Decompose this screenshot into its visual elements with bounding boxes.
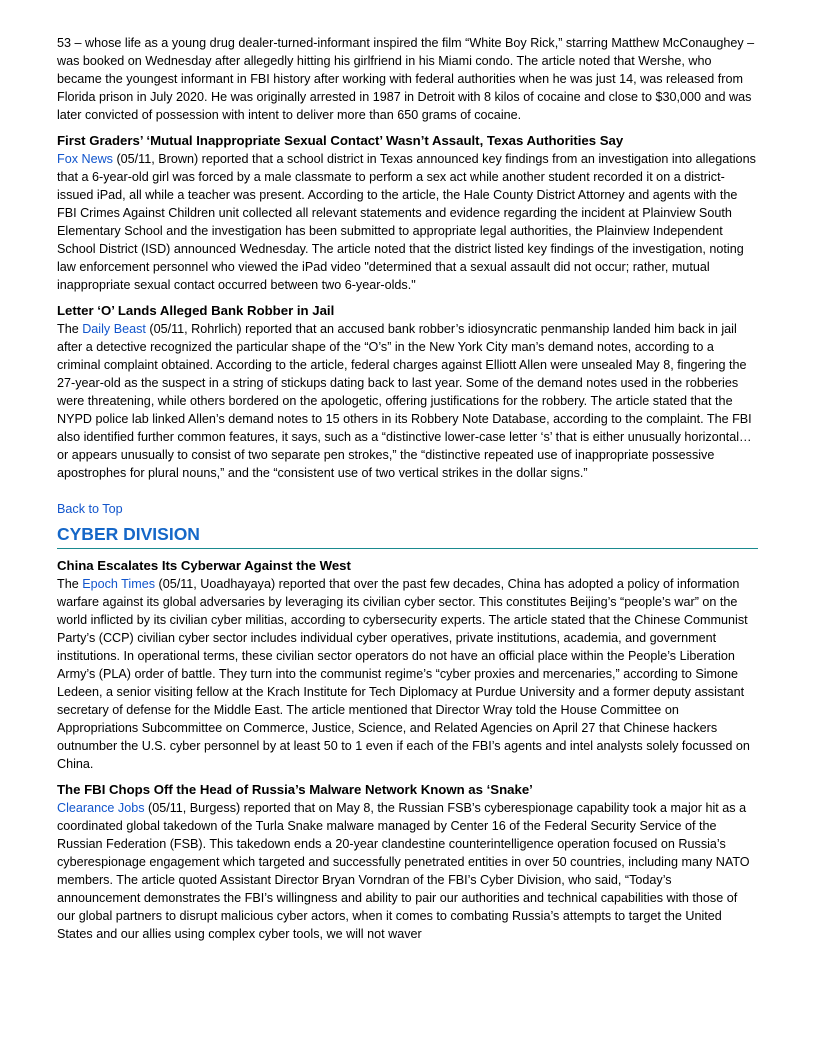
article-body-snake-malware xyxy=(57,799,758,943)
article-lead: The xyxy=(57,577,83,591)
article-headline-letter-o: Letter ‘O’ Lands Alleged Bank Robber in Jail xyxy=(57,303,335,318)
article-text: (05/11, Rohrlich) reported that an accused bank robber’s idiosyncratic penmanship landed him back in jail after a detective recognized the particular shape of the “O’s” in the New York City man’s demand notes, according to a criminal complaint obtained. According to the article, federal charges against Elliott Allen were unsealed May 8, fingering the 27-year-old as the suspect in a string of stickups dating back to last year. Some of the demand notes used in the robberies were threatening, while others bordered on the apologetic, offering justifications for the robbery. The article stated that the NYPD police lab linked Allen’s demand notes to 15 others in its Robbery Note Database, according to the complaint. The FBI also identified further common features, it says, such as a “distinctive lower-case letter ‘s’ that is either unusually horizontal… or appears unusually to consist of two separate pen strokes,” the “distinctive repeated use of inappropriate possessive apostrophes for plural nouns,” and the “consistent use of two vertical strikes in the dollar signs.” xyxy=(57,322,752,480)
source-link-epoch-times[interactable]: Epoch Times xyxy=(82,577,155,591)
back-to-top-link[interactable]: Back to Top xyxy=(57,502,123,516)
article-body-letter-o xyxy=(57,320,758,482)
article-text: (05/11, Burgess) reported that on May 8, the Russian FSB’s cyberespionage capability took a major hit as a coordinated global takedown of the Turla Snake malware managed by Center 16 of the Federal Security Service of the Russian Federation (FSB). This takedown ends a 20-year clandestine counterintelligence operation focused on Russia’s cyberespionage engagement which targeted and successfully penetrated entities in over 50 countries, including many NATO members. The article quoted Assistant Director Bryan Vorndran of the FBI’s Cyber Division, who said, “Today’s announcement demonstrates the FBI’s willingness and ability to pair our authorities and technical capabilities with those of our global partners to disrupt malicious cyber actors, when it comes to combating Russia’s attempts to target the United States and our allies using complex cyber tools, we will not waver xyxy=(57,801,750,941)
article-headline-first-graders: First Graders’ ‘Mutual Inappropriate Sexual Contact’ Wasn’t Assault, Texas Authorities Say xyxy=(57,133,624,148)
intro-paragraph: 53 – whose life as a young drug dealer-turned-informant inspired the film “White Boy Rick,” starring Matthew McConaughey – was booked on Wednesday after allegedly hitting his girlfriend in his Miami condo. The article noted that Wershe, who became the youngest informant in FBI history after working with federal authorities when he was just 14, was released from Florida prison in July 2020. He was originally arrested in 1987 in Detroit with 8 kilos of cocaine and close to $30,000 and was later convicted of possession with intent to deliver more than 650 grams of cocaine. xyxy=(57,36,755,122)
source-link-fox-news[interactable]: Fox News xyxy=(57,152,113,166)
article-text: (05/11, Brown) reported that a school district in Texas announced key findings from an investigation into allegations that a 6-year-old girl was forced by a male classmate to perform a sex act while another student recorded it on a district-issued iPad, all while a teacher was present. According to the article, the Hale County District Attorney and agents with the FBI Crimes Against Children unit collected all relevant statements and evidence regarding the incident at Plainview South Elementary School and the investigation has been submitted to appropriate legal authorities, the Plainview Independent School District (ISD) announced Wednesday. The article noted that the district listed key findings of the investigation, noting law enforcement personnel who viewed the iPad video "determined that a sexual assault did not occur; rather, mutual inappropriate sexual contact occurred between two 6-year-olds." xyxy=(57,152,756,292)
article-headline-snake-malware: The FBI Chops Off the Head of Russia’s Malware Network Known as ‘Snake’ xyxy=(57,782,533,797)
section-title-cyber-division: CYBER DIVISION xyxy=(57,524,200,544)
article-headline-china-cyberwar: China Escalates Its Cyberwar Against the West xyxy=(57,558,351,573)
article-lead: The xyxy=(57,322,83,336)
article-body-first-graders xyxy=(57,150,758,294)
article-body-china-cyberwar xyxy=(57,575,758,773)
source-link-daily-beast[interactable]: Daily Beast xyxy=(82,322,146,336)
article-text: (05/11, Uoadhayaya) reported that over the past few decades, China has adopted a policy of information warfare against its global adversaries by leveraging its civilian cyber sector. This constitutes Beijing’s “people’s war” on the world inflicted by its civilian cyber militias, according to cybersecurity experts. The article stated that the Chinese Communist Party’s (CCP) civilian cyber sector includes individual cyber operatives, private institutions, academia, and government institutions. In operational terms, these civilian sector operators do not have an official place within the People’s Liberation Army’s (PLA) order of battle. They turn into the communist regime’s “cyber proxies and mercenaries,” according to Simone Ledeen, a senior visiting fellow at the Krach Institute for Tech Diplomacy at Purdue University and a former deputy assistant secretary of defense for the Middle East. The article mentioned that Director Wray told the House Committee on Appropriations Subcommittee on Commerce, Justice, Science, and Related Agencies on April 27 that Chinese hackers outnumber the U.S. cyber personnel by at least 50 to 1 even if each of the FBI’s agents and intel analysts solely focussed on China. xyxy=(57,577,750,771)
section-divider xyxy=(57,548,758,549)
source-link-clearance-jobs[interactable]: Clearance Jobs xyxy=(57,801,145,815)
